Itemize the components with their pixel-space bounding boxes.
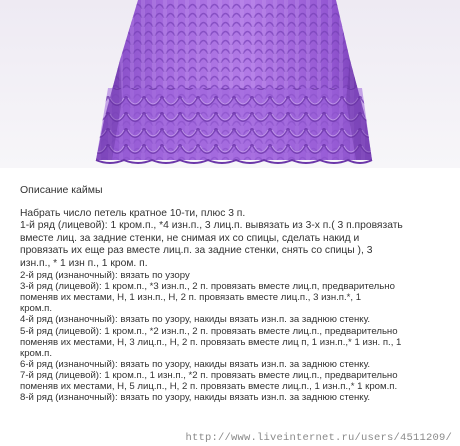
text-line: 1-й ряд (лицевой): 1 кром.п., *4 изн.п., 3 лиц.п. вывязать из 3-х п.( 3 п.провязать [20,220,403,232]
text-line: кром.п. [20,303,52,315]
text-line: 7-й ряд (лицевой): 1 кром.п., 1 изн.п., *2 п. провязать вместе лиц.п., предварительно [20,369,398,381]
text-line: 5-й ряд (лицевой): 1 кром.п., *2 изн.п., 2 п. провязать вместе лиц.п., предварительно [20,325,398,337]
text-line: провязать их еще раз вместе лиц.п. за задние стенки, снять со спицы ), 3 [20,245,373,257]
text-line: поменяв их местами, Н, 5 лиц.п., Н, 2 п. провязать вместе лиц.п., 1 изн.п.,* 1 кром.п. [20,380,398,392]
knitted-skirt-photo [0,0,460,168]
text-line: поменяв их местами, Н, 1 изн.п., Н, 2 п. провязать вместе лиц.п., 3 изн.п.*, 1 [20,292,362,304]
text-line: изн.п., * 1 изн п., 1 кром. п. [20,257,148,269]
text-line: поменяв их местами, Н, 3 лиц.п., Н, 2 п. провязать вместе лиц п, 1 изн.п.,* 1 изн. п., 1 [20,336,402,348]
text-line: кром.п. [20,347,52,359]
text-line: 4-й ряд (изнаночный): вязать по узору, накиды вязать изн.п. за заднюю стенку. [20,314,371,326]
border-description [20,184,452,403]
text-line: 3-й ряд (лицевой): 1 кром.п., *3 изн.п., 2 п. провязать вместе лиц.п, предварительно [20,281,395,293]
knitted-skirt-illustration [0,0,460,168]
text-line: 2-й ряд (изнаночный): вязать по узору [20,270,190,282]
text-line: 8-й ряд (изнаночный): вязать по узору, накиды вязать изн.п. за заднюю стенку. [20,392,371,404]
intro-block [20,208,452,270]
text-line: 6-й ряд (изнаночный): вязать по узору, накиды вязать изн.п. за заднюю стенку. [20,358,371,370]
section-heading: Описание каймы [20,184,103,196]
watermark-url: http://www.liveinternet.ru/users/4511209/ [185,432,452,444]
rows-block [20,270,452,403]
text-line: вместе лиц. за задние стенки, не снимая их со спицы, сделать накид и [20,232,360,244]
text-line: Набрать число петель кратное 10-ти, плюс 3 п. [20,208,246,219]
